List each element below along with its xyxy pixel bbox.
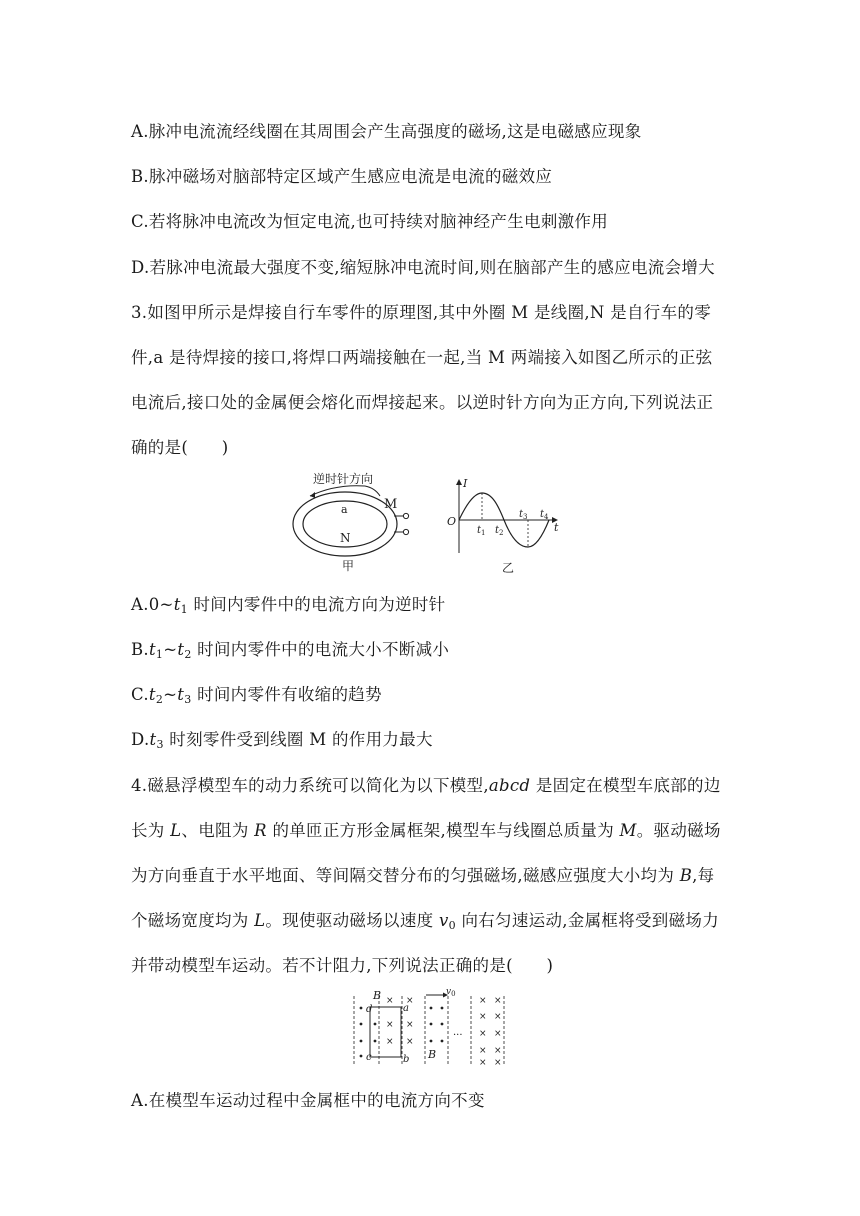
part-n-label: N — [340, 531, 351, 545]
coil-m-label: M — [384, 497, 398, 512]
q3-stem-line4: 确的是( ) — [131, 438, 229, 457]
svg-text:×: × — [386, 1037, 394, 1047]
svg-text:×: × — [406, 1037, 414, 1047]
q2-option-d: D.若脉冲电流最大强度不变,缩短脉冲电流时间,则在脑部产生的感应电流会增大 — [131, 258, 715, 277]
q3-option-a: $A.0\sim t_1$ 时间内零件中的电流方向为逆时针 — [131, 595, 446, 616]
q4-stem-line5: 并带动模型车运动。若不计阻力,下列说法正确的是( ) — [131, 956, 554, 975]
q4-option-a: A.在模型车运动过程中金属框中的电流方向不变 — [131, 1091, 485, 1110]
svg-text:×: × — [494, 1029, 502, 1039]
svg-text:×: × — [479, 1012, 487, 1022]
q3-stem-line1: 3.如图甲所示是焊接自行车零件的原理图,其中外圈 M 是线圈,N 是自行车的零 — [131, 303, 711, 322]
svg-text:c: c — [366, 1052, 372, 1063]
figure-yi-caption: 乙 — [502, 561, 515, 575]
svg-text:×: × — [479, 1058, 487, 1068]
q3-option-d: $D.t_3$ 时刻零件受到线圈 M 的作用力最大 — [131, 730, 433, 751]
q4-stem-line3: 为方向垂直于水平地面、等间隔交替分布的匀强磁场,磁感应强度大小均为 B,每 — [131, 866, 715, 885]
svg-text:d: d — [366, 1004, 373, 1015]
q2-option-c: C.若将脉冲电流改为恒定电流,也可持续对脑神经产生电刺激作用 — [131, 212, 609, 231]
terminal-bottom — [403, 529, 408, 534]
svg-text:I: I — [463, 477, 468, 490]
q3-stem-line2: 件,a 是待焊接的接口,将焊口两端接触在一起,当 M 两端接入如图乙所示的正弦 — [131, 348, 713, 367]
svg-text:v0: $v_0$ — [446, 987, 456, 998]
svg-text:×: × — [386, 1020, 394, 1030]
joint-a-label: a — [341, 503, 348, 516]
figure-maglev — [346, 986, 516, 1068]
svg-text:a: a — [403, 1003, 409, 1014]
figure-yi — [440, 475, 565, 580]
counterclockwise-label: 逆时针方向 — [313, 472, 374, 486]
svg-text:×: × — [494, 1058, 502, 1068]
q4-stem-line1: 4.磁悬浮模型车的动力系统可以简化为以下模型,abcd 是固定在模型车底部的边 — [131, 776, 721, 795]
svg-text:t2: $t_2$ — [495, 525, 504, 537]
q4-stem-line2: 长为 L、电阻为 R 的单匝正方形金属框架,模型车与线圈总质量为 M。驱动磁场 — [131, 821, 721, 840]
figure-jia-caption: 甲 — [342, 559, 355, 573]
continuation-dots: ··· — [453, 1030, 463, 1041]
svg-text:t4: $t_4$ — [540, 509, 549, 521]
svg-text:t: t — [554, 521, 559, 534]
svg-text:×: × — [479, 996, 487, 1006]
svg-text:×: × — [386, 996, 394, 1006]
svg-text:×: × — [406, 1020, 414, 1030]
figure-jia — [290, 468, 420, 576]
svg-text:O: O — [447, 515, 457, 528]
svg-text:×: × — [479, 1046, 487, 1056]
svg-text:×: × — [494, 996, 502, 1006]
terminal-top — [403, 513, 408, 518]
svg-text:×: × — [494, 1012, 502, 1022]
q2-option-a: A.脉冲电流流经线圈在其周围会产生高强度的磁场,这是电磁感应现象 — [131, 122, 642, 141]
q2-option-b: B.脉冲磁场对脑部特定区域产生感应电流是电流的磁效应 — [131, 167, 553, 186]
svg-text:t3: $t_3$ — [519, 509, 528, 521]
svg-text:B: B — [428, 1048, 437, 1061]
counterclockwise-arrow — [310, 486, 365, 496]
svg-text:×: × — [479, 1029, 487, 1039]
svg-text:×: × — [406, 996, 414, 1006]
svg-text:b: b — [403, 1054, 410, 1065]
svg-text:t1: $t_1$ — [477, 525, 486, 537]
q3-option-b: $B.t_1\sim t_2$ 时间内零件中的电流大小不断减小 — [131, 640, 450, 661]
q3-stem-line3: 电流后,接口处的金属便会熔化而焊接起来。以逆时针方向为正方向,下列说法正 — [131, 393, 714, 412]
metal-frame-abcd — [370, 1007, 401, 1057]
q3-option-c: $C.t_2\sim t_3$ 时间内零件有收缩的趋势 — [131, 685, 382, 706]
svg-text:×: × — [494, 1046, 502, 1056]
q4-stem-line4: 个磁场宽度均为 L。现使驱动磁场以速度 $v_0$ 向右匀速运动,金属框将受到磁场力 — [131, 911, 719, 932]
svg-text:B: B — [373, 989, 382, 1002]
